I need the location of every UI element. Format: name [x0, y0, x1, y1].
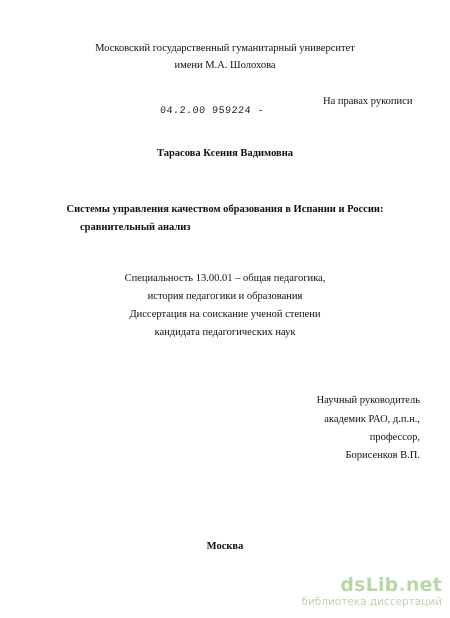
dslib-logo-main: dsLib — [340, 574, 399, 596]
university-name-line1: Московский государственный гуманитарный университет — [95, 43, 355, 54]
degree-line2: кандидата педагогических наук — [154, 327, 296, 338]
specialty-line1: Специальность 13.00.01 – общая педагогика, — [124, 273, 326, 284]
rights-label: На правах рукописи — [323, 96, 413, 107]
degree-line1: Диссертация на соискание ученой степени — [129, 309, 321, 320]
dissertation-title-line1: Системы управления качеством образования в Испании и России: — [66, 204, 384, 215]
dissertation-title-line2: сравнительный анализ — [80, 222, 191, 233]
dslib-subtitle: библиотека диссертаций — [301, 596, 442, 608]
university-name-line2: имени М.А. Шолохова — [174, 60, 276, 71]
city-name: Москва — [206, 541, 244, 552]
dslib-watermark — [300, 574, 448, 614]
supervisor-title: Научный руководитель — [316, 395, 420, 406]
specialty-line2: история педагогики и образования — [147, 291, 303, 302]
supervisor-name: Борисенков В.П. — [345, 450, 420, 461]
author-name: Тарасова Ксения Вадимовна — [156, 148, 294, 159]
dslib-logo — [340, 574, 442, 596]
archive-stamp-code: 04.2.00 959224 - — [159, 106, 265, 117]
supervisor-rank: академик РАО, д.п.н., — [324, 414, 420, 425]
dslib-logo-dot: . — [398, 574, 406, 596]
supervisor-position: профессор, — [369, 432, 420, 443]
dslib-logo-tld: net — [405, 574, 442, 596]
